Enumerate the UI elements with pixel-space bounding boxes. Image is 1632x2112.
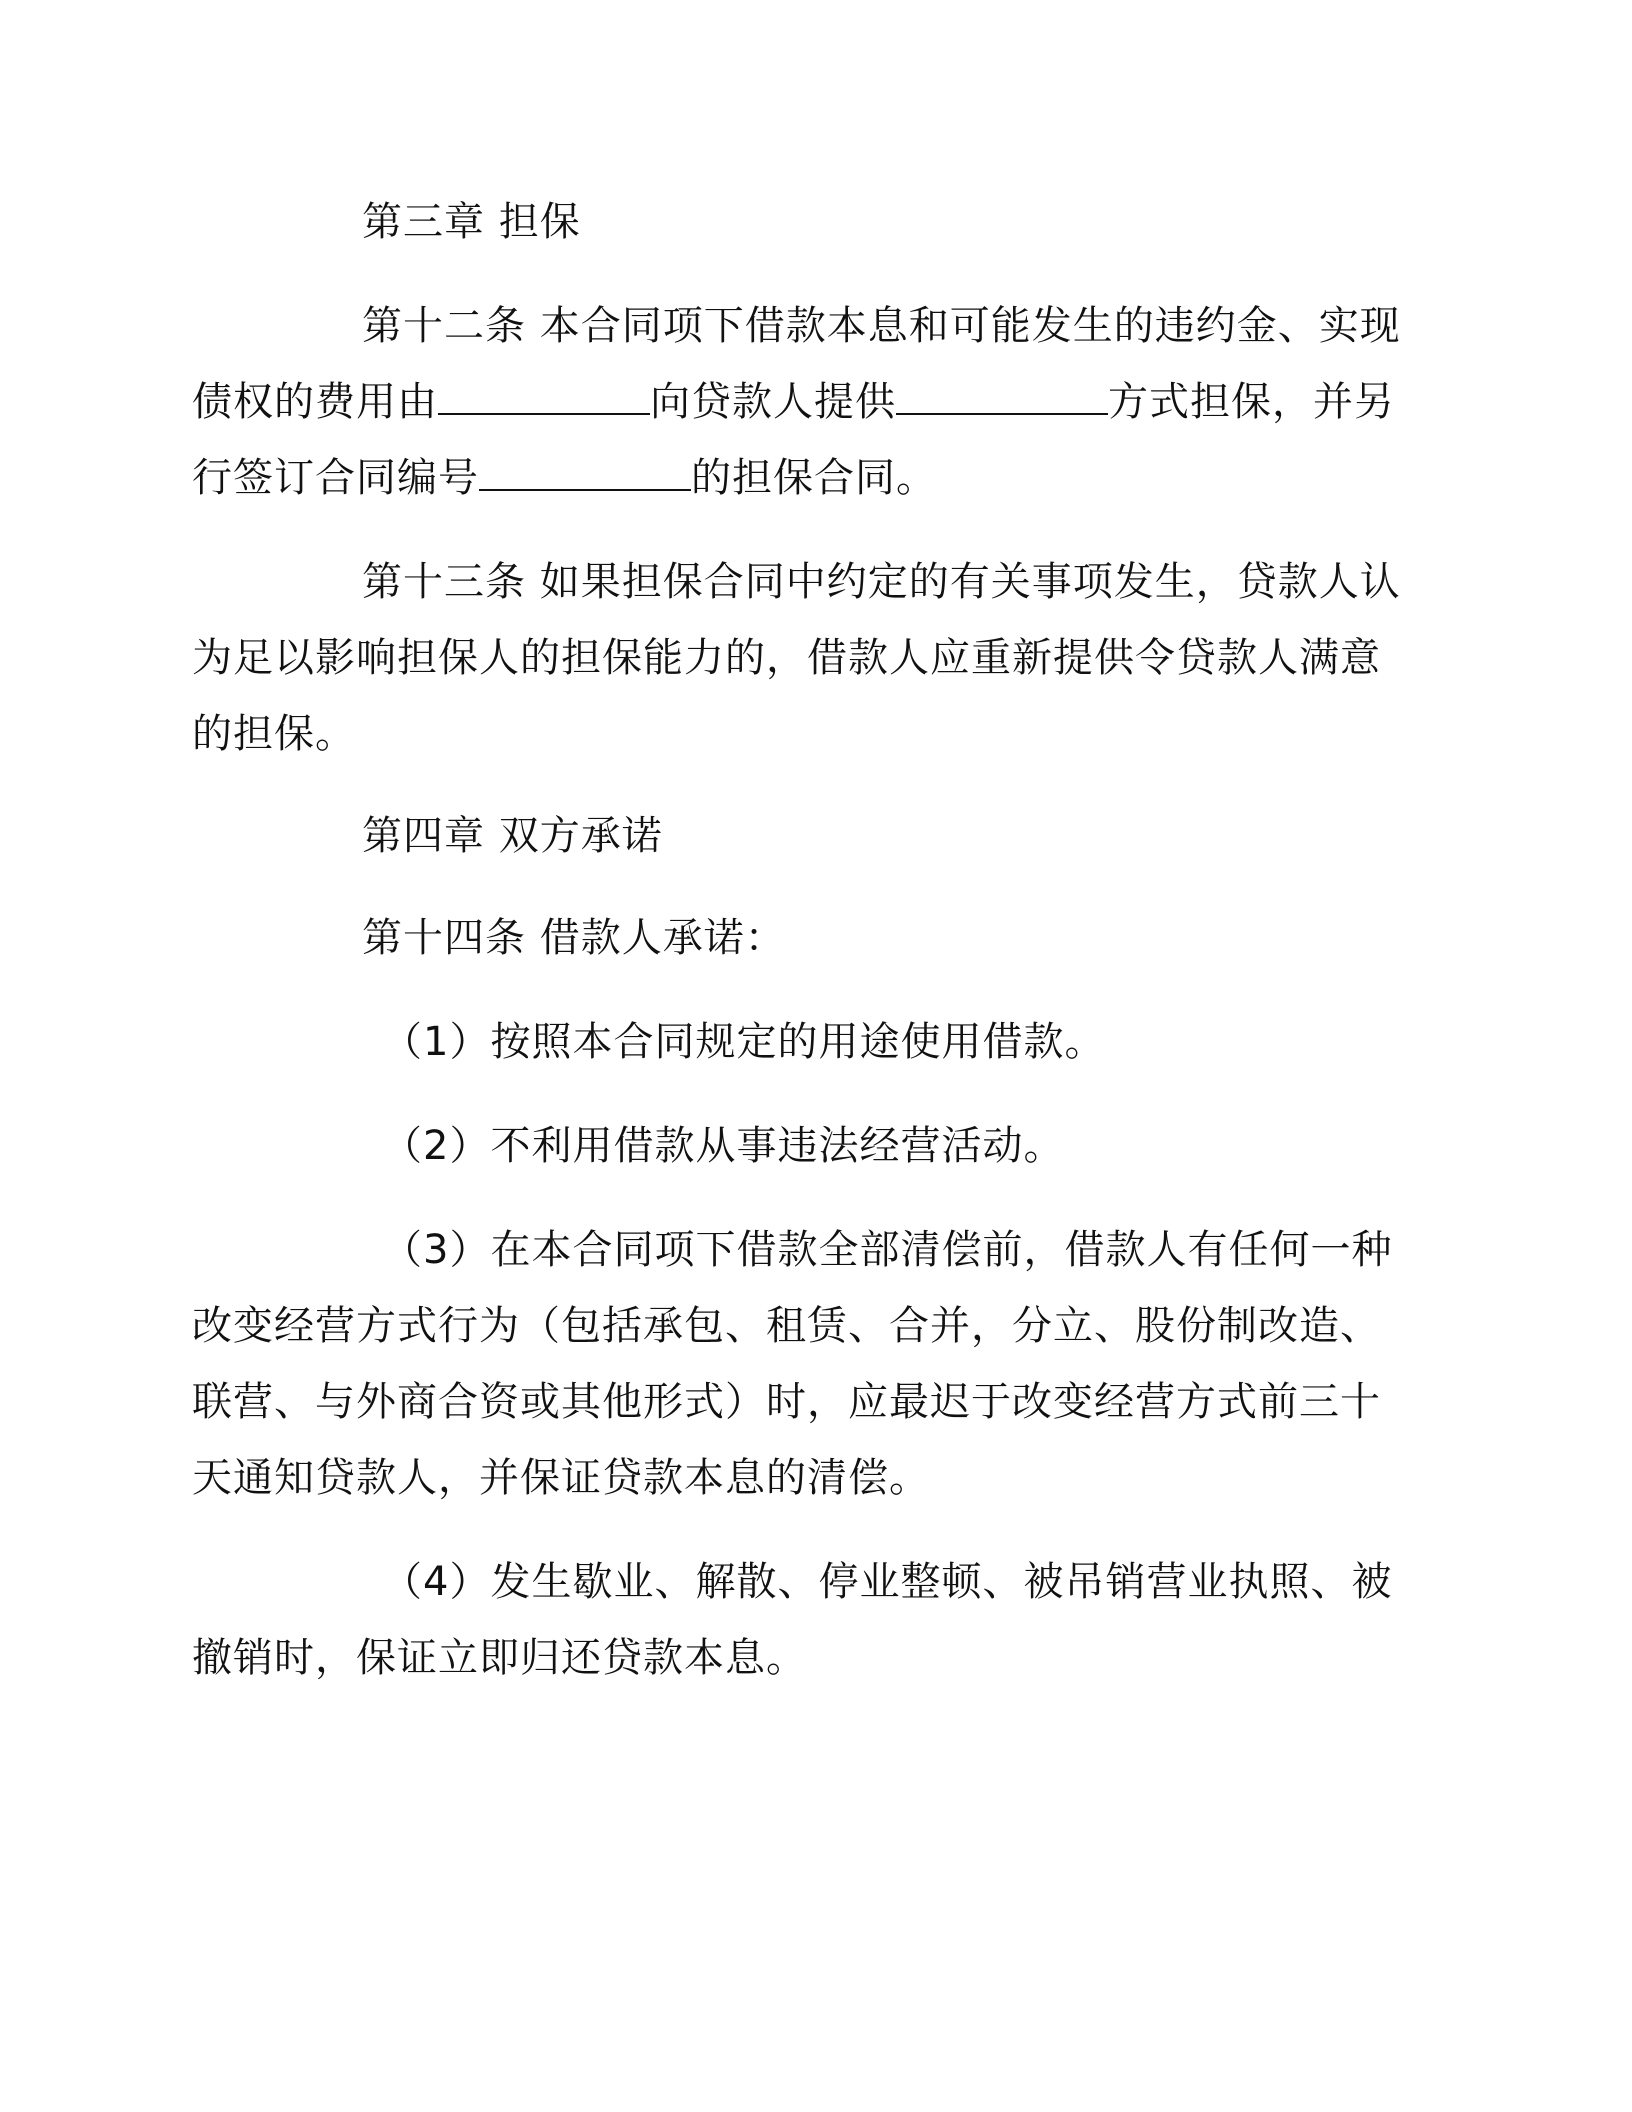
chapter4-heading: 第四章 双方承诺 (362, 813, 663, 859)
article14-item2: （2）不利用借款从事违法经营活动。 (382, 1123, 1065, 1169)
article14-item1: （1）按照本合同规定的用途使用借款。 (382, 1019, 1106, 1065)
contract-number-blank[interactable] (479, 453, 691, 491)
article13-line1: 第十三条 如果担保合同中约定的有关事项发生，贷款人认 (362, 559, 1401, 605)
guarantee-method-blank[interactable] (896, 377, 1108, 415)
article14-item4-line2: 撤销时，保证立即归还贷款本息。 (192, 1635, 807, 1681)
article14-title: 第十四条 借款人承诺： (362, 915, 786, 961)
article12-line2-b: 向贷款人提供 (650, 379, 896, 425)
article12-line1: 第十二条 本合同项下借款本息和可能发生的违约金、实现 (362, 303, 1401, 349)
article12-line2-c: 方式担保，并另 (1108, 379, 1395, 425)
chapter3-heading: 第三章 担保 (362, 199, 581, 245)
article12-line3-b: 的担保合同。 (691, 455, 937, 501)
article12-line2 (192, 374, 1395, 430)
article12-line3 (192, 450, 937, 506)
article14-item3-line1: （3）在本合同项下借款全部清偿前，借款人有任何一种 (382, 1227, 1393, 1273)
article13-line2: 为足以影响担保人的担保能力的，借款人应重新提供令贷款人满意 (192, 635, 1381, 681)
guarantor-blank[interactable] (438, 377, 650, 415)
article14-item3-line3: 联营、与外商合资或其他形式）时，应最迟于改变经营方式前三十 (192, 1379, 1381, 1425)
article14-item3-line4: 天通知贷款人，并保证贷款本息的清偿。 (192, 1455, 930, 1501)
article12-line3-a: 行签订合同编号 (192, 455, 479, 501)
article14-item4-line1: （4）发生歇业、解散、停业整顿、被吊销营业执照、被 (382, 1559, 1393, 1605)
article12-line2-a: 债权的费用由 (192, 379, 438, 425)
article14-item3-line2: 改变经营方式行为（包括承包、租赁、合并，分立、股份制改造、 (192, 1303, 1381, 1349)
article13-line3: 的担保。 (192, 711, 356, 757)
